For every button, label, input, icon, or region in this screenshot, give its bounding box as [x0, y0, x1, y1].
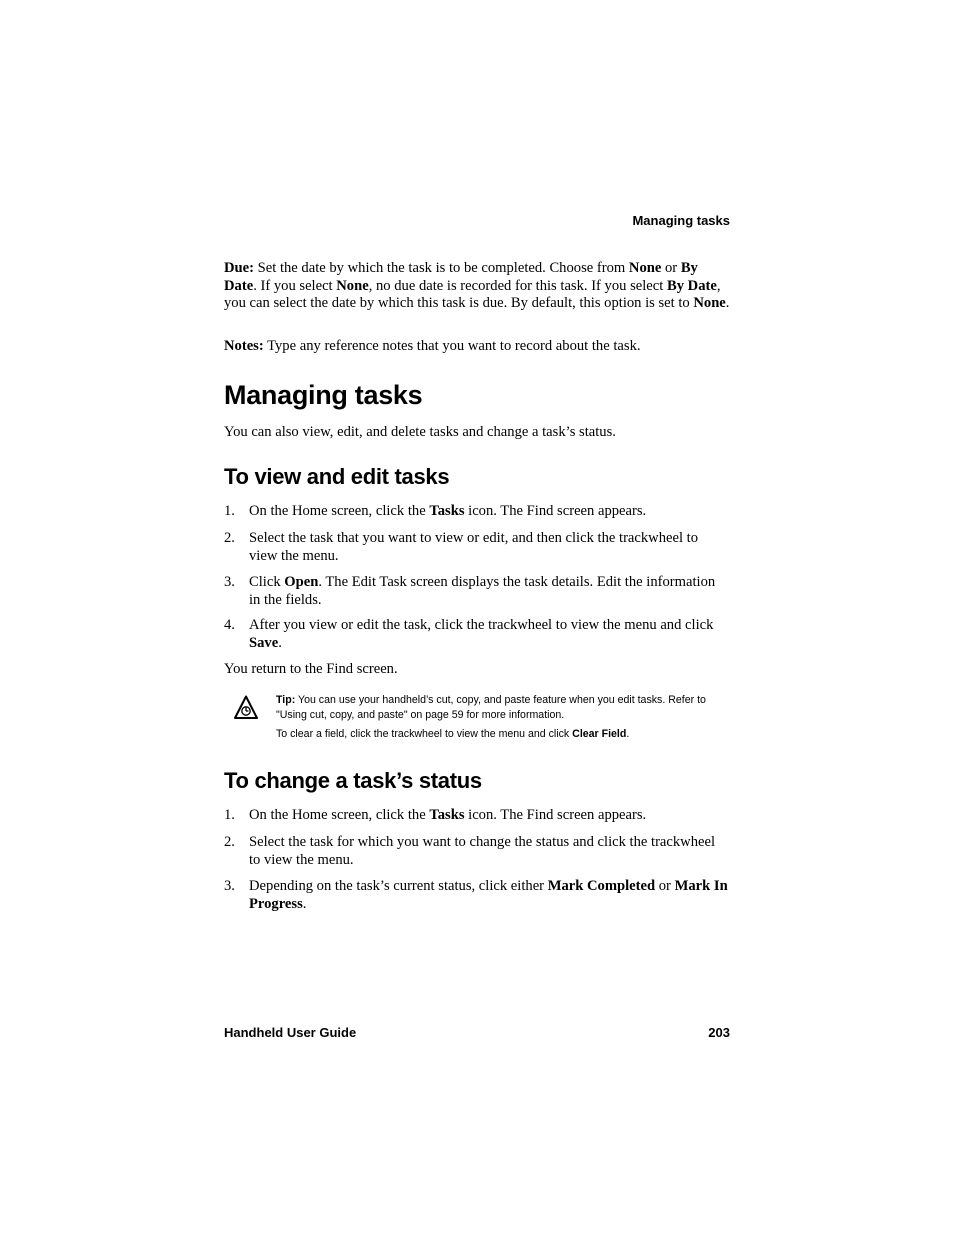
- running-header: Managing tasks: [632, 213, 730, 228]
- tip-icon: [234, 695, 258, 719]
- section-title-managing-tasks: Managing tasks: [224, 380, 423, 410]
- subsection-title-view-edit: To view and edit tasks: [224, 464, 450, 489]
- due-label: Due:: [224, 260, 254, 276]
- due-paragraph: Due: Set the date by which the task is to be completed. Choose from None or By Date. If you select None, no due date is recorded for this task. If you select By Date, you can select the date by which this task is due. By default, this option is set to None.: [224, 260, 730, 311]
- subsection-title-change-status: To change a task’s status: [224, 768, 482, 793]
- tip-text: Tip: You can use your handheld’s cut, copy, and paste feature when you edit tasks. Refer to "Using cut, copy, and paste" on page 59 for more information.: [276, 694, 706, 721]
- section-intro: You can also view, edit, and delete tasks and change a task’s status.: [224, 424, 616, 440]
- tip-label: Tip:: [276, 694, 296, 706]
- notes-label: Notes:: [224, 338, 264, 354]
- tip-text-clear-field: To clear a field, click the trackwheel to view the menu and click Clear Field.: [276, 728, 630, 740]
- footer-page-number: 203: [708, 1025, 730, 1040]
- notes-paragraph: Notes: Type any reference notes that you want to record about the task.: [224, 338, 641, 354]
- footer-guide-title: Handheld User Guide: [224, 1025, 357, 1040]
- after-list-text: You return to the Find screen.: [224, 661, 398, 677]
